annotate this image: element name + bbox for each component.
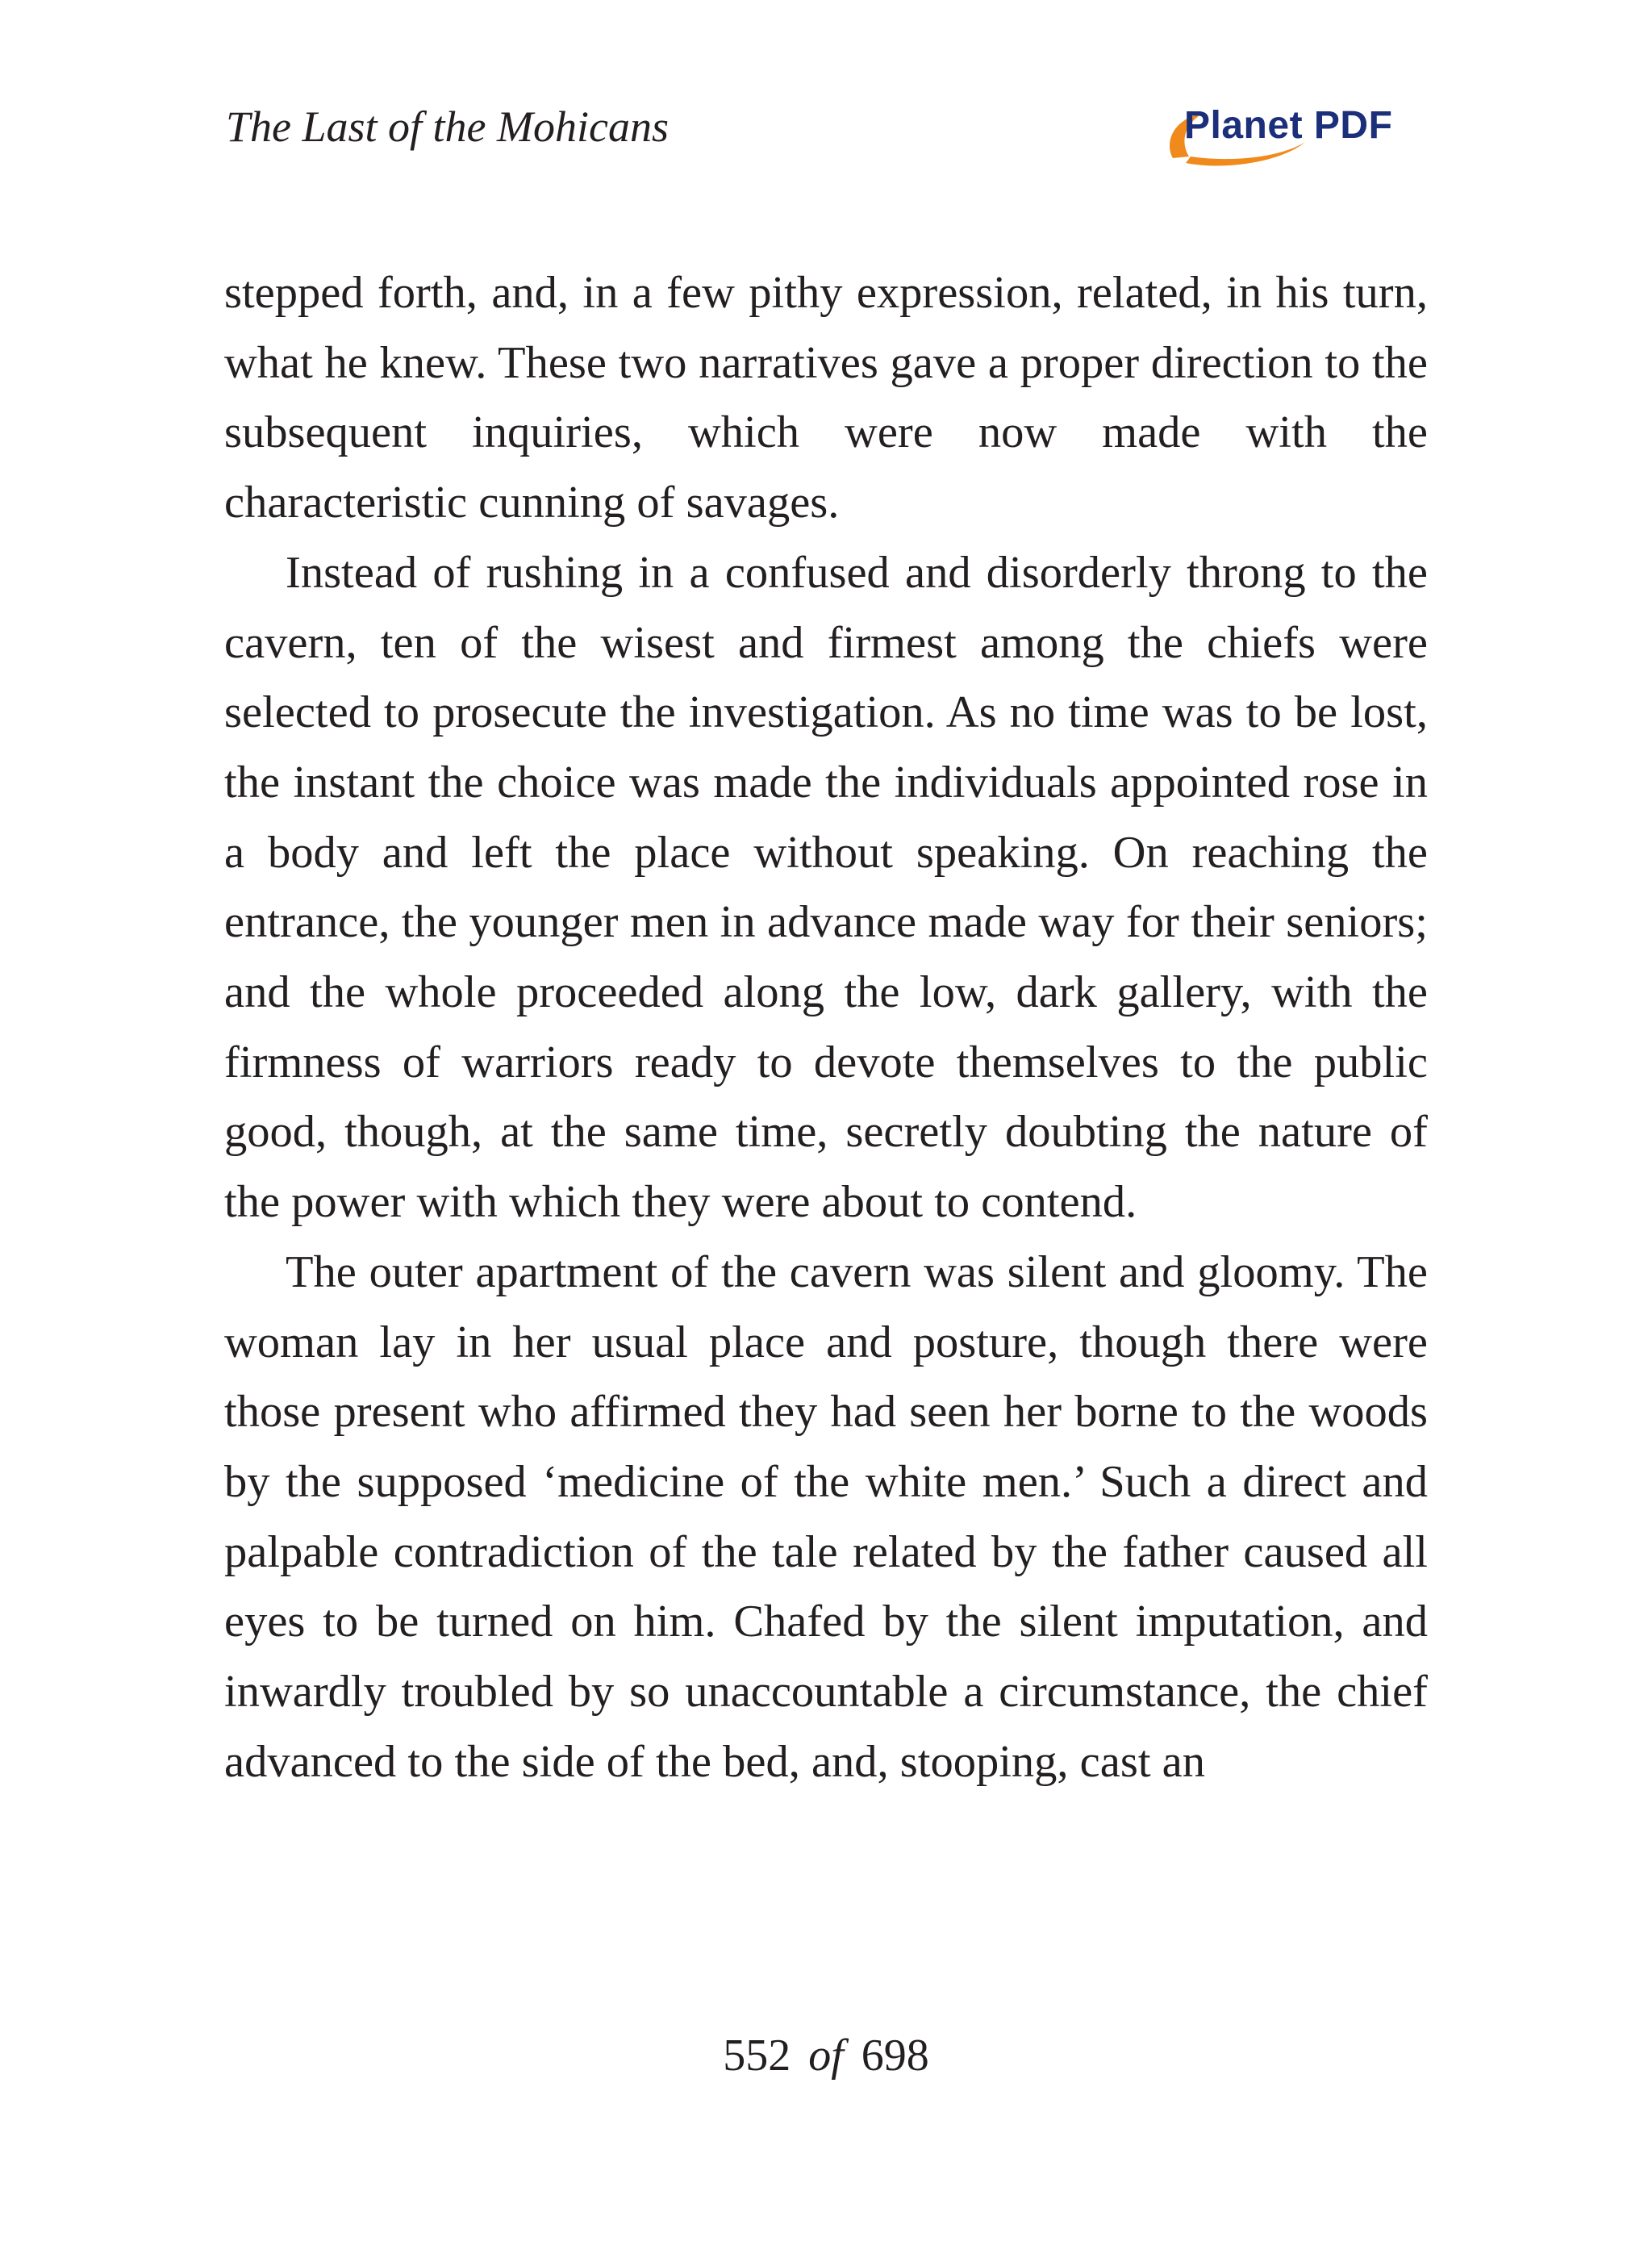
running-title: The Last of the Mohicans	[226, 102, 669, 151]
page-number	[0, 2031, 1652, 2081]
paragraph: stepped forth, and, in a few pithy expression, related, in his turn, what he knew. These two narratives gave a proper direction to the subsequent inquiries, which were now made with the characteristic cunning of savages.	[224, 268, 1428, 528]
paragraph: Instead of rushing in a confused and disorderly throng to the cavern, ten of the wisest and firmest among the chiefs were selected to prosecute the investigation. As no time was to be lost, the instant the choice was made the individuals appointed rose in a body and left the place without speaking. On reaching the entrance, the younger men in advance made way for their seniors; and the whole proceeded along the low, dark gallery, with the firmness of warriors ready to devote themselves to the public good, though, at the same time, secretly doubting the nature of the power with which they were about to contend.	[224, 547, 1428, 1228]
paragraph: The outer apartment of the cavern was silent and gloomy. The woman lay in her usual place and posture, though there were those present who affirmed they had seen her borne to the woods by the supposed ‘medicine of the white men.’ Such a direct and palpable contradiction of the tale related by the father caused all eyes to be turned on him. Chafed by the silent imputation, and inwardly troubled by so unaccountable a circumstance, the chief advanced to the side of the bed, and, stooping, cast an	[224, 1246, 1428, 1787]
of-label: of	[808, 2031, 844, 2081]
planet-pdf-logo	[1162, 95, 1428, 168]
body-text	[224, 258, 1428, 1797]
logo-text: Planet PDF	[1184, 104, 1393, 147]
current-page: 552	[723, 2031, 791, 2081]
total-pages: 698	[861, 2031, 929, 2081]
